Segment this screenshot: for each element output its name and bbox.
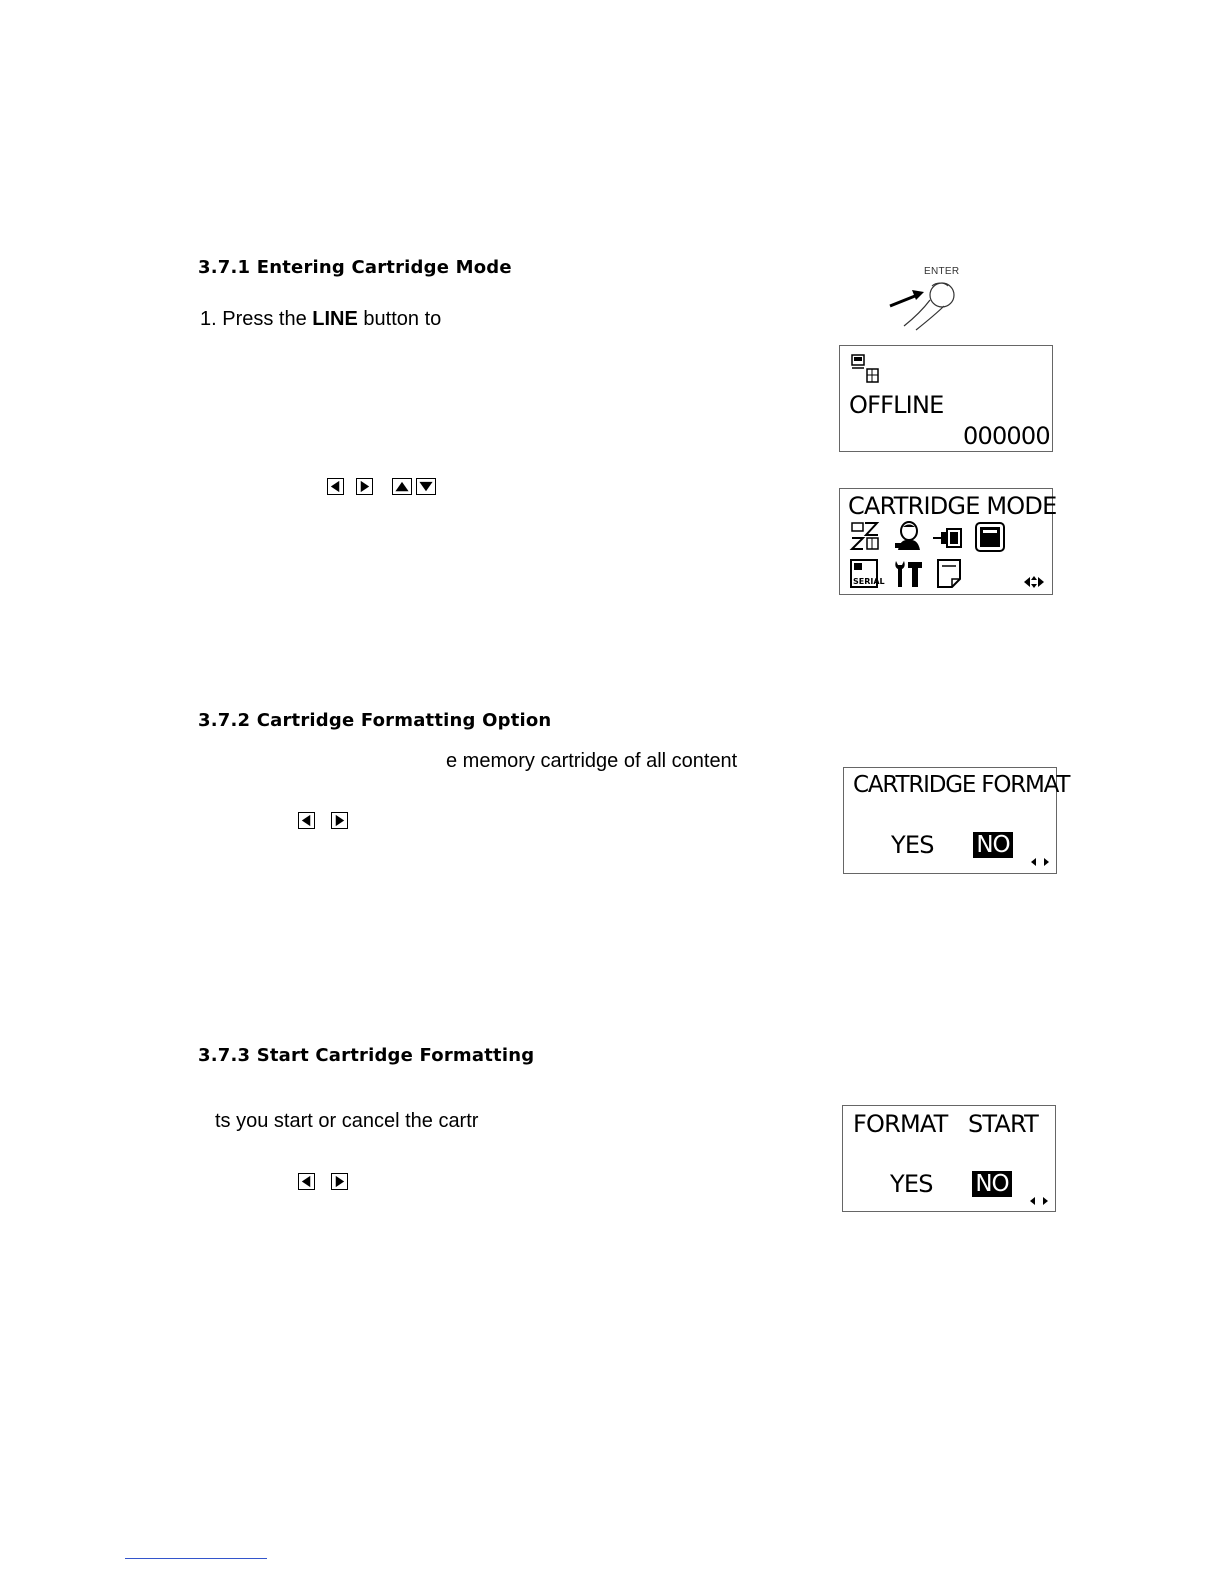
left-arrow-key-icon xyxy=(327,478,344,495)
four-way-arrow-icon xyxy=(1023,575,1045,589)
yes-option: YES xyxy=(891,831,934,859)
tools-icon xyxy=(892,559,924,589)
cartridge-mode-lcd-screen xyxy=(839,488,1057,595)
down-arrow-key-icon xyxy=(416,478,436,495)
svg-text:SERIAL: SERIAL xyxy=(853,577,885,586)
enter-button-illustration xyxy=(884,264,964,334)
document-icon xyxy=(936,559,964,589)
right-arrow-key-icon xyxy=(331,812,348,829)
footer-link-underline[interactable] xyxy=(125,1558,267,1559)
format-start-title: FORMAT START xyxy=(853,1110,1039,1138)
up-arrow-key-icon xyxy=(392,478,412,495)
label-setup-icon xyxy=(850,521,880,551)
line-button-label: LINE xyxy=(312,308,358,330)
printer-status-icon xyxy=(850,354,880,384)
right-arrow-key-icon xyxy=(331,1173,348,1190)
cartridge-mode-title: CARTRIDGE MODE xyxy=(848,492,1057,520)
left-arrow-key-icon xyxy=(298,812,315,829)
section-heading-cartridge-formatting-option: 3.7.2 Cartridge Formatting Option xyxy=(198,710,552,731)
offline-lcd-screen xyxy=(839,345,1053,452)
step-1-suffix: button to xyxy=(357,308,442,330)
user-profile-icon xyxy=(894,521,922,551)
left-right-arrow-icon xyxy=(1030,857,1050,867)
section-heading-entering-cartridge-mode: 3.7.1 Entering Cartridge Mode xyxy=(198,257,512,278)
step-1-prefix: 1. Press the xyxy=(200,308,313,330)
yes-option: YES xyxy=(890,1170,933,1198)
offline-status-text: OFFLINE xyxy=(849,391,944,419)
serial-port-icon xyxy=(850,559,885,589)
label-counter-text: 000000 xyxy=(963,422,1050,450)
left-arrow-key-icon xyxy=(298,1173,315,1190)
left-right-arrow-icon xyxy=(1029,1196,1049,1206)
format-start-lcd-screen xyxy=(842,1105,1056,1212)
right-arrow-key-icon xyxy=(356,478,373,495)
cartridge-format-lcd-screen xyxy=(843,767,1070,874)
no-option-selected: NO xyxy=(973,832,1013,858)
memory-card-icon xyxy=(974,522,1006,552)
cartridge-plug-icon xyxy=(933,527,965,549)
enter-label: ENTER xyxy=(924,266,960,277)
formatting-option-text: e memory cartridge of all content xyxy=(446,750,738,772)
section-heading-start-cartridge-formatting: 3.7.3 Start Cartridge Formatting xyxy=(198,1045,535,1066)
no-option-selected: NO xyxy=(972,1171,1012,1197)
start-formatting-text: ts you start or cancel the cartr xyxy=(215,1110,479,1132)
cartridge-format-title: CARTRIDGE FORMAT xyxy=(853,772,1070,798)
step-1-text xyxy=(200,308,441,331)
